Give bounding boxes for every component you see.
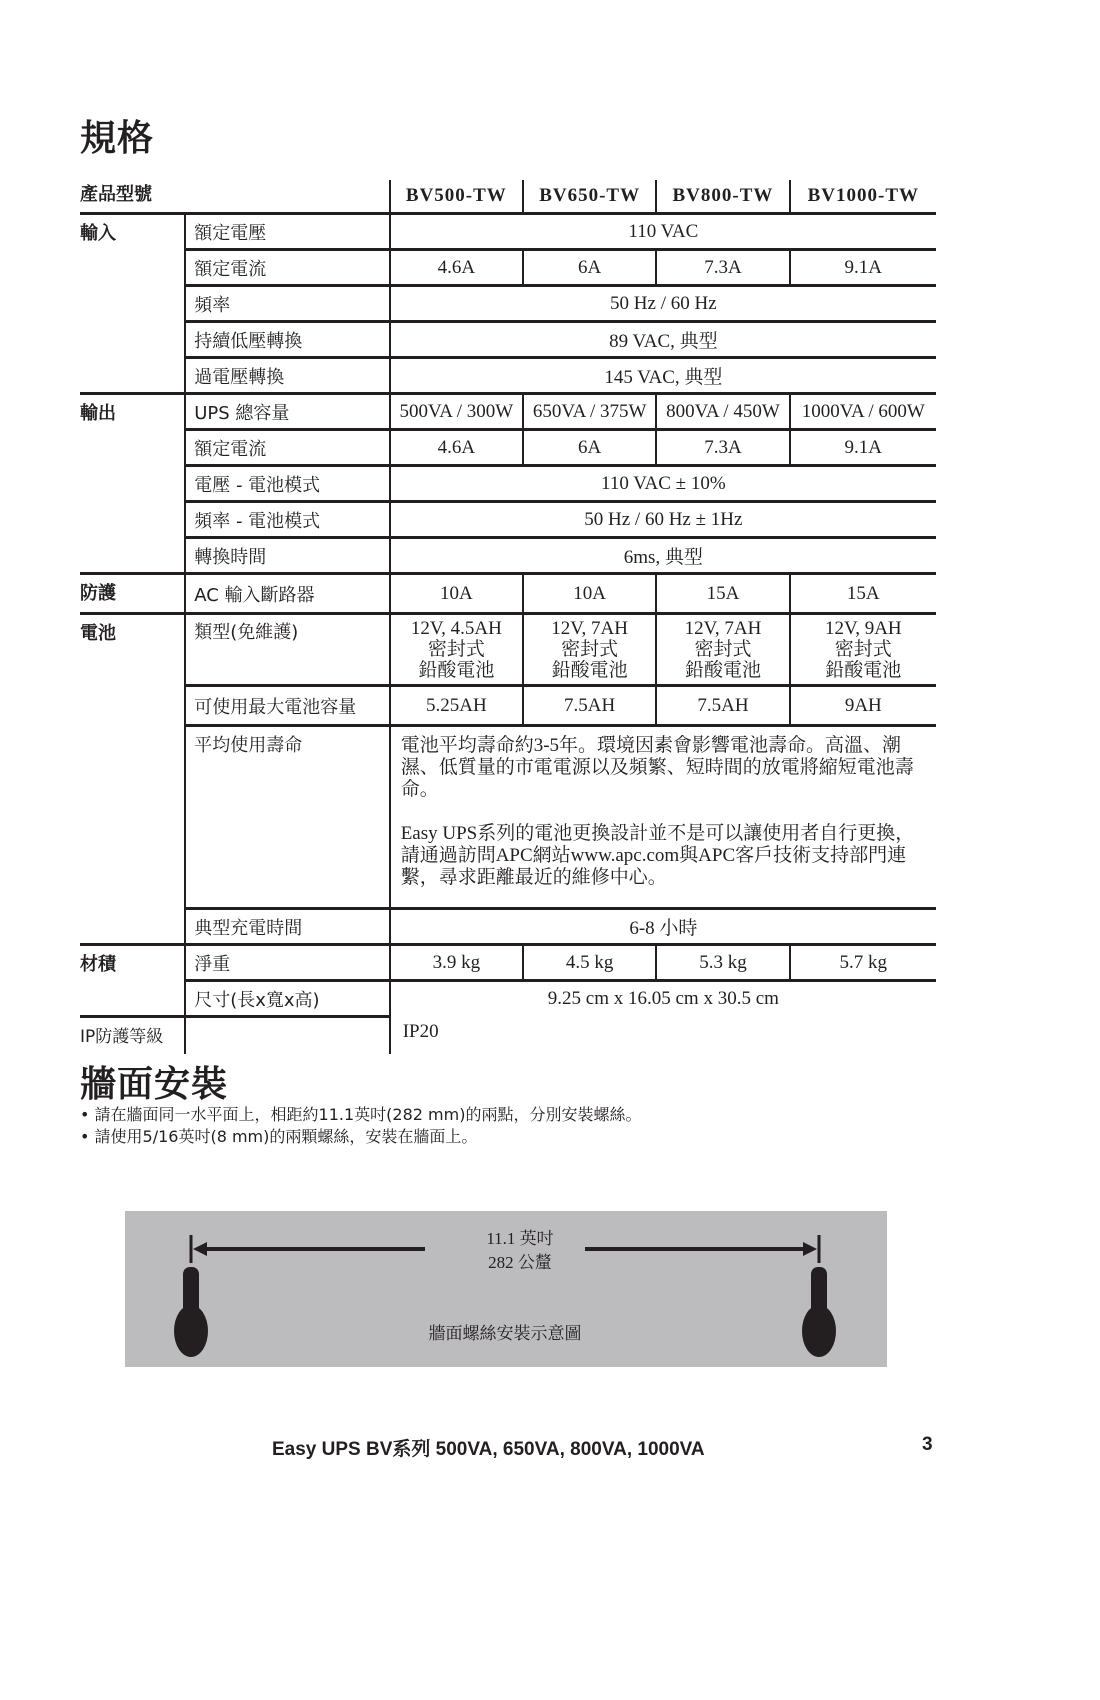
cell-value: 9.25 cm x 16.05 cm x 30.5 cm: [390, 981, 936, 1017]
category-ip: IP防護等級: [80, 1017, 185, 1055]
model-header: BV1000-TW: [790, 180, 936, 214]
row-label: 額定電流: [185, 430, 389, 466]
row-label: 可使用最大電池容量: [185, 686, 389, 726]
battery-type-line: 密封式: [834, 639, 892, 660]
cell-value: 10A: [523, 574, 656, 614]
table-row: [80, 286, 936, 322]
bullet-item: • 請在牆面同一水平面上，相距約11.1英吋(282 mm)的兩點，分別安裝螺絲。: [80, 1104, 641, 1126]
cell-value: 800VA / 450W: [656, 394, 789, 430]
table-row: [80, 686, 936, 726]
row-label: 典型充電時間: [185, 909, 389, 945]
battery-type-line: 鉛酸電池: [418, 660, 495, 681]
category-input: 輸入: [80, 214, 185, 394]
table-row: [80, 726, 936, 909]
table-row: [80, 466, 936, 502]
footer-title: Easy UPS BV系列 500VA, 650VA, 800VA, 1000VA: [272, 1439, 705, 1460]
cell-value: [656, 614, 789, 686]
table-row: [80, 214, 936, 250]
row-label: 額定電流: [185, 250, 389, 286]
table-row: [80, 430, 936, 466]
row-label: 頻率: [185, 286, 389, 322]
model-header: BV800-TW: [656, 180, 789, 214]
cell-value: 6-8 小時: [390, 909, 936, 945]
product-model-label: 產品型號: [80, 184, 152, 205]
table-row: [80, 322, 936, 358]
cell-value: 7.3A: [656, 430, 789, 466]
cell-value: 9AH: [790, 686, 936, 726]
cell-value: 5.25AH: [390, 686, 523, 726]
battery-type-line: 12V, 4.5AH: [410, 618, 502, 639]
cell-value: [790, 614, 936, 686]
battery-type-line: 密封式: [427, 639, 485, 660]
cell-value: 50 Hz / 60 Hz: [390, 286, 936, 322]
table-header-row: [80, 180, 936, 214]
row-label: 類型(免維護): [185, 614, 389, 686]
bullet-item: • 請使用5/16英吋(8 mm)的兩顆螺絲，安裝在牆面上。: [80, 1126, 641, 1148]
row-label: 額定電壓: [185, 214, 389, 250]
battery-type-line: 12V, 7AH: [551, 618, 628, 639]
table-row: [80, 250, 936, 286]
cell-value: 6ms, 典型: [390, 538, 936, 574]
cell-value: 145 VAC, 典型: [390, 358, 936, 394]
table-row: [80, 909, 936, 945]
table-row: [80, 614, 936, 686]
category-protection: 防護: [80, 574, 185, 614]
model-header: BV500-TW: [390, 180, 523, 214]
cell-value: 50 Hz / 60 Hz ± 1Hz: [390, 502, 936, 538]
row-label: 轉換時間: [185, 538, 389, 574]
wall-mount-title: 牆面安裝: [80, 1064, 229, 1105]
row-label: UPS 總容量: [185, 394, 389, 430]
cell-value: 5.7 kg: [790, 945, 936, 981]
row-label: 過電壓轉換: [185, 358, 389, 394]
cell-value: IP20: [390, 1017, 936, 1055]
cell-value: 4.5 kg: [523, 945, 656, 981]
battery-life-para: 電池平均壽命約3-5年。環境因素會影響電池壽命。高溫、潮濕、低質量的市電電源以及頻繁、短時間的放電將縮短電池壽命。: [400, 735, 914, 800]
wall-mount-diagram: [125, 1211, 887, 1367]
category-output: 輸出: [80, 394, 185, 574]
cell-value: 7.3A: [656, 250, 789, 286]
distance-inches: 11.1 英吋: [486, 1229, 554, 1248]
distance-mm: 282 公釐: [488, 1253, 552, 1272]
cell-value: 9.1A: [790, 250, 936, 286]
diagram-caption: 牆面螺絲安裝示意圖: [428, 1324, 582, 1344]
keyhole-left-icon: [174, 1267, 208, 1357]
category-physical: 材積: [80, 945, 185, 1017]
cell-value: [523, 614, 656, 686]
table-row: [80, 538, 936, 574]
wall-mount-instructions: [80, 1104, 641, 1148]
cell-value: 15A: [656, 574, 789, 614]
model-header: BV650-TW: [523, 180, 656, 214]
table-row: [80, 1017, 936, 1055]
spec-table: [80, 180, 936, 1054]
row-label: 頻率 - 電池模式: [185, 502, 389, 538]
row-label: 持續低壓轉換: [185, 322, 389, 358]
cell-value: 6A: [523, 250, 656, 286]
arrow-left-icon: [193, 1242, 207, 1256]
battery-type-line: 密封式: [561, 639, 619, 660]
row-label: AC 輸入斷路器: [185, 574, 389, 614]
row-label: 淨重: [185, 945, 389, 981]
battery-type-line: 鉛酸電池: [551, 660, 628, 681]
cell-value: 10A: [390, 574, 523, 614]
table-row: [80, 358, 936, 394]
cell-value: 1000VA / 600W: [790, 394, 936, 430]
cell-value: 500VA / 300W: [390, 394, 523, 430]
page-number: 3: [922, 1434, 933, 1455]
row-label: 平均使用壽命: [185, 726, 389, 909]
row-label: 電壓 - 電池模式: [185, 466, 389, 502]
category-battery: 電池: [80, 614, 185, 945]
row-label: 尺寸(長x寬x高): [185, 981, 389, 1017]
cell-value: 15A: [790, 574, 936, 614]
battery-type-line: 鉛酸電池: [684, 660, 761, 681]
cell-value: 6A: [523, 430, 656, 466]
battery-type-line: 12V, 9AH: [824, 618, 902, 639]
cell-value: 650VA / 375W: [523, 394, 656, 430]
table-row: [80, 394, 936, 430]
cell-value: 7.5AH: [656, 686, 789, 726]
cell-value: 89 VAC, 典型: [390, 322, 936, 358]
cell-value: [390, 614, 523, 686]
cell-value: 4.6A: [390, 250, 523, 286]
battery-type-line: 鉛酸電池: [825, 660, 902, 681]
cell-value: 7.5AH: [523, 686, 656, 726]
battery-life-text: [390, 726, 936, 909]
table-row: [80, 502, 936, 538]
table-row: [80, 981, 936, 1017]
dimension-label: [455, 1227, 585, 1275]
cell-value: 110 VAC: [390, 214, 936, 250]
cell-value: 5.3 kg: [656, 945, 789, 981]
table-row: [80, 945, 936, 981]
battery-life-para: Easy UPS系列的電池更換設計並不是可以讓使用者自行更換，請通過訪問APC網站www.apc.com與APC客戶技術支持部門連繫，尋求距離最近的維修中心。: [400, 823, 915, 888]
cell-value: 4.6A: [390, 430, 523, 466]
cell-value: 110 VAC ± 10%: [390, 466, 936, 502]
cell-value: 9.1A: [790, 430, 936, 466]
spec-title: 規格: [80, 118, 155, 159]
arrow-right-icon: [803, 1242, 817, 1256]
battery-type-line: 12V, 7AH: [684, 618, 762, 639]
row-label-empty: [185, 1017, 389, 1055]
battery-type-line: 密封式: [694, 639, 752, 660]
table-row: [80, 574, 936, 614]
cell-value: 3.9 kg: [390, 945, 523, 981]
keyhole-right-icon: [802, 1267, 836, 1357]
